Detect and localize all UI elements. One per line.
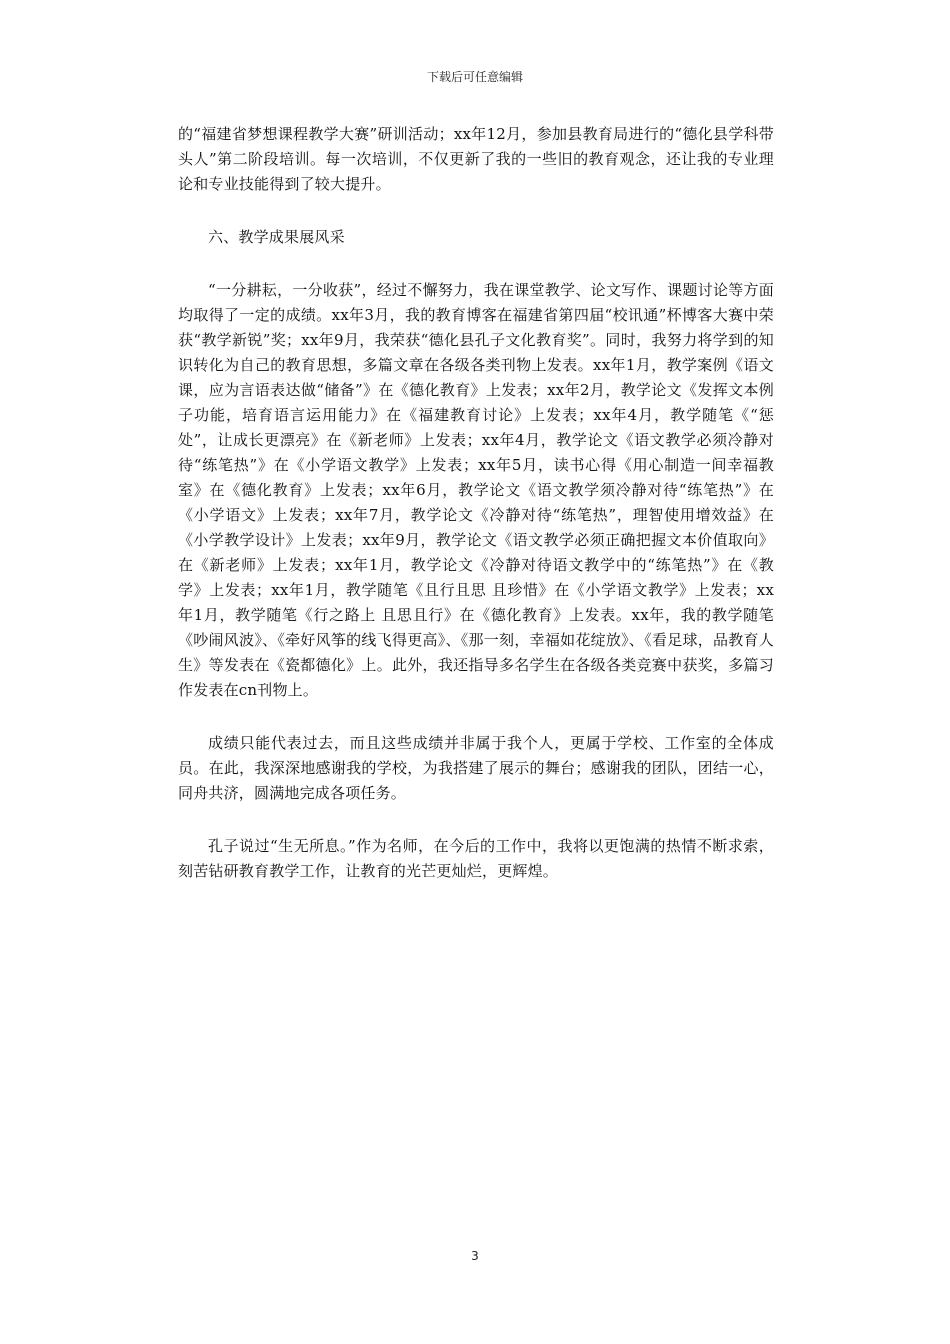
paragraph-gratitude: 成绩只能代表过去，而且这些成绩并非属于我个人，更属于学校、工作室的全体成员。在此，我深深地感谢我的学校，为我搭建了展示的舞台；感谢我的团队，团结一心，同舟共济，圆满地完成各项任务。 [178, 734, 774, 802]
page-header: 下载后可任意编辑 [426, 70, 523, 84]
page-number: 3 [471, 1249, 479, 1263]
section-heading-achievements: 六、教学成果展风采 [208, 228, 345, 246]
paragraph-conclusion: 孔子说过“生无所息。”作为名师，在今后的工作中，我将以更饱满的热情不断求索，刻苦钻研教育教学工作，让教育的光芒更灿烂，更辉煌。 [178, 837, 774, 880]
paragraph-training-continued: 的“福建省梦想课程教学大赛”研训活动；xx年12月，参加县教育局进行的“德化县学科带头人”第二阶段培训。每一次培训，不仅更新了我的一些旧的教育观念，还让我的专业理论和专业技能得到了较大提升。 [178, 125, 774, 193]
paragraph-achievements: “一分耕耘，一分收获”，经过不懈努力，我在课堂教学、论文写作、课题讨论等方面均取得了一定的成绩。xx年3月，我的教育博客在福建省第四届“校讯通”杯博客大赛中荣获“教学新锐”奖；xx年9月，我荣获“德化县孔子文化教育奖”。同时，我努力将学到的知识转化为自己的教育思想，多篇文章在各级各类刊物上发表。xx年1月，教学案例《语文课，应为言语表达做“储备”》在《德化教育》上发表；xx年2月，教学论文《发挥文本例子功能，培育语言运用能力》在《福建教育讨论》上发表；xx年4月，教学随笔《“惩处”，让成长更漂亮》在《新老师》上发表；xx年4月，教学论文《语文教学必须冷静对待“练笔热”》在《小学语文教学》上发表；xx年5月，读书心得《用心制造一间幸福教室》在《德化教育》上发表；xx年6月，教学论文《语文教学须冷静对待“练笔热”》在《小学语文》上发表；xx年7月，教学论文《冷静对待“练笔热”，理智使用增效益》在《小学教学设计》上发表；xx年9月，教学论文《语文教学必须正确把握文本价值取向》在《新老师》上发表；xx年1月，教学论文《冷静对待语文教学中的“练笔热”》在《教学》上发表；xx年1月，教学随笔《且行且思 且珍惜》在《小学语文教学》上发表；xx年1月，教学随笔《行之路上 且思且行》在《德化教育》上发表。xx年，我的教学随笔《吵闹风波》、《牵好风筝的线飞得更高》、《那一刻，幸福如花绽放》、《看足球，品教育人生》等发表在《瓷都德化》上。此外，我还指导多名学生在各级各类竞赛中获奖，多篇习作发表在cn刊物上。 [178, 281, 774, 699]
document-body [178, 122, 774, 912]
